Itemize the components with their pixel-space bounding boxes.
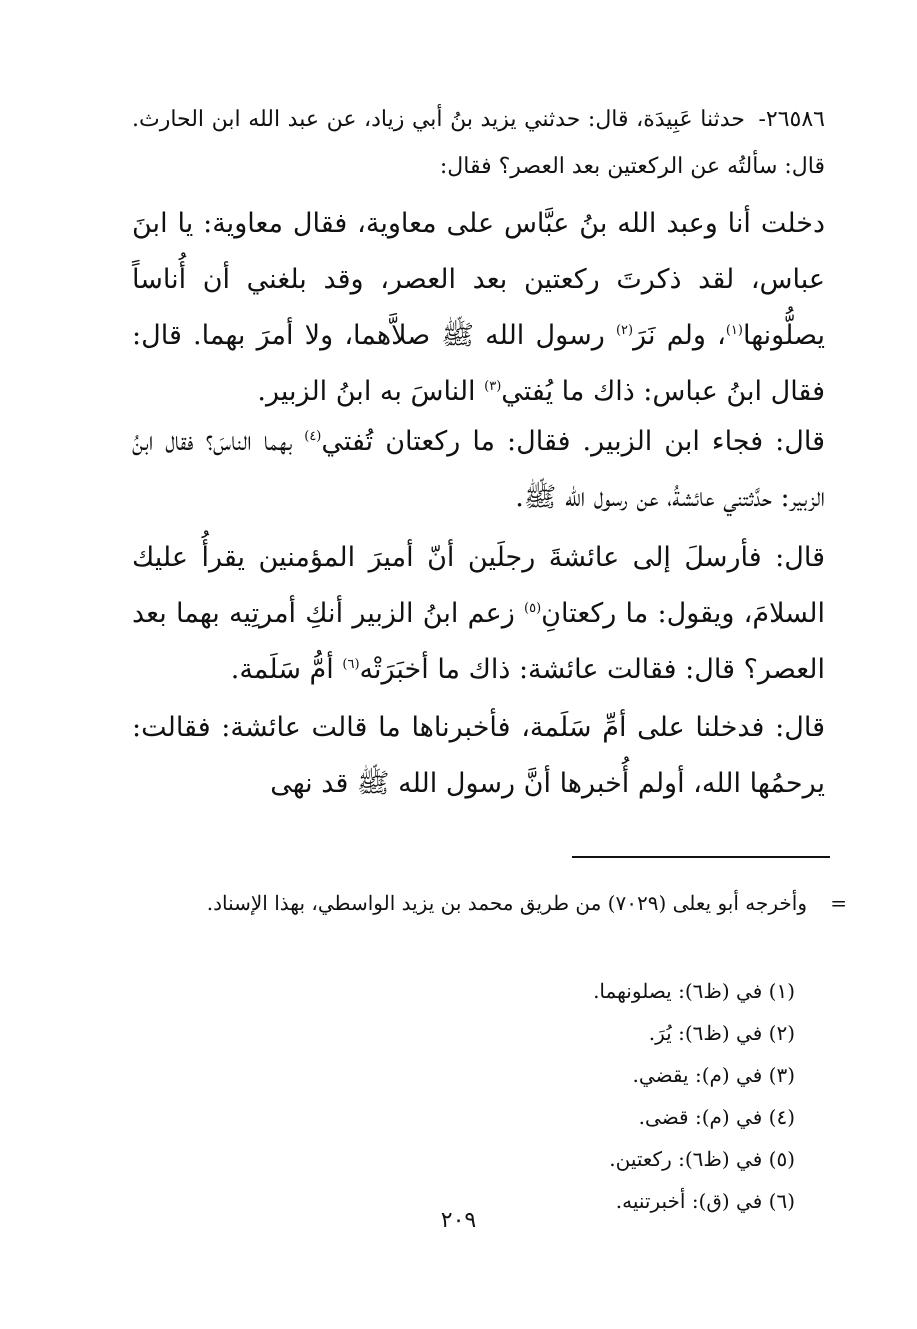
page-number: ٢٠٩ [440, 1208, 477, 1233]
footnote-ref-3: (٣) [484, 379, 502, 394]
paragraph-2 [132, 414, 825, 526]
hadith-number: ٢٦٥٨٦- [758, 107, 825, 132]
paragraph-text: قال: فأرسلَ إلى عائشةَ رجلَين أنّ أميرَ المؤمنين يقرأُ عليك السلامَ، ويقول: ما ركعتانِ [132, 542, 825, 629]
footnote-ref-4: (٤) [304, 429, 322, 444]
footnote-item: (٣) في (م): يقضي. [632, 1063, 795, 1087]
paragraph-1 [132, 196, 825, 420]
continuation-text: وأخرجه أبو يعلى (٧٠٢٩) من طريق محمد بن يزيد الواسطي، بهذا الإسناد. [206, 891, 807, 915]
footnote-ref-5: (٥) [524, 601, 542, 616]
footnote-divider [572, 856, 830, 858]
footnote-item: (٥) في (ظ٦): ركعتين. [609, 1147, 795, 1171]
footnote-list [375, 970, 795, 1222]
paragraph-text: الناسَ به ابنُ الزبير. [257, 376, 485, 407]
paragraph-text: بهما الناسَ؟ فقال ابنُ الزبير: حدَّثتني عائشةُ، عن رسول الله ﷺ. [132, 426, 825, 513]
footnote-ref-6: (٦) [342, 657, 360, 672]
paragraph-text: رسول الله ﷺ صلاَّهما، ولا أمرَ بهما. قال: فقال ابنُ عباس: ذاك ما يُفتي [132, 320, 825, 407]
paragraph-text: قال: فجاء ابن الزبير. فقال: ما ركعتان تُفتي [321, 426, 825, 457]
footnote-item: (١) في (ظ٦): يصلونهما. [593, 979, 795, 1003]
footnote-item: (٢) في (ظ٦): يُرَ. [648, 1021, 795, 1045]
paragraph-text: زعم ابنُ الزبير أنكِ أمرتِيه بهما بعد العصر؟ قال: فقالت عائشة: ذاك ما أخبَرَتْه [132, 598, 825, 685]
paragraph-text: قال: فدخلنا على أمِّ سَلَمة، فأخبرناها ما قالت عائشة: فقالت: يرحمُها الله، أولم أُخبرها أنَّ رسول الله ﷺ قد نهى [132, 712, 825, 799]
footnote-item: (٤) في (م): قضى. [638, 1105, 795, 1129]
hadith-intro [132, 96, 825, 190]
footnote-item: (٦) في (ق): أخبرتنيه. [615, 1189, 795, 1213]
footnote-ref-1: (١) [725, 323, 743, 338]
paragraph-4 [132, 700, 825, 812]
paragraph-text: أمُّ سَلَمة. [230, 654, 343, 685]
paragraph-text: ، ولم نَرَ [633, 320, 726, 351]
footnote-continuation [132, 880, 847, 926]
continuation-mark: = [830, 891, 847, 915]
paragraph-text: دخلت أنا وعبد الله بنُ عبَّاس على معاوية، فقال معاوية: يا ابنَ عباس، لقد ذكرتَ ركعتين بعد العصر، وقد بلغني أن أُناساً يصلُّونها [132, 208, 825, 351]
hadith-intro-text: حدثنا عَبِيدَة، قال: حدثني يزيد بنُ أبي زياد، عن عبد الله ابن الحارث. قال: سألتُه عن الركعتين بعد العصر؟ فقال: [132, 107, 825, 179]
paragraph-3 [132, 530, 825, 698]
footnote-ref-2: (٢) [615, 323, 634, 338]
